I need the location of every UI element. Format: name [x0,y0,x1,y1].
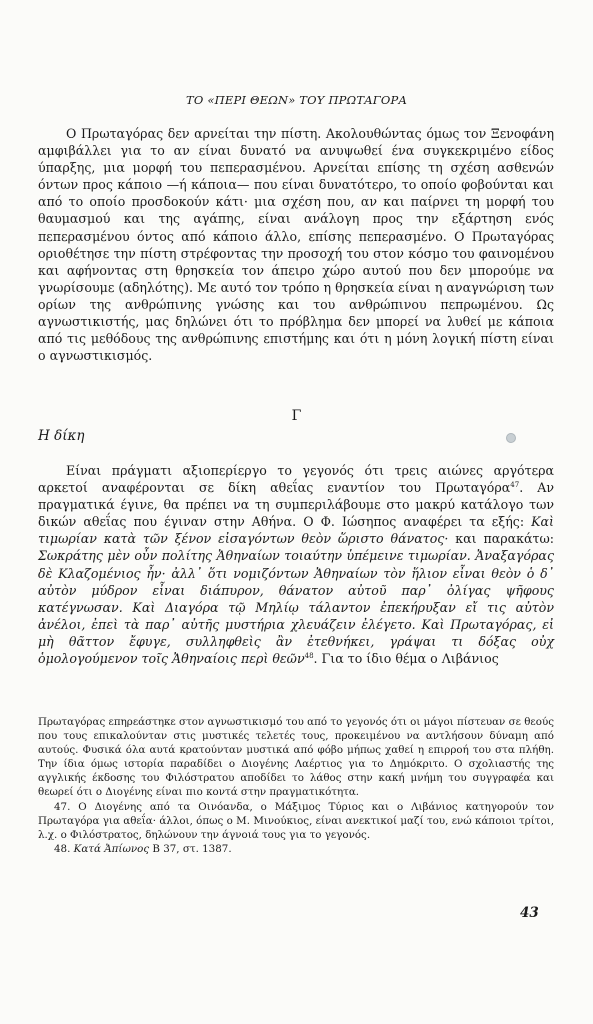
running-header: ΤΟ «ΠΕΡΙ ΘΕΩΝ» ΤΟΥ ΠΡΩΤΑΓΟΡΑ [186,93,407,107]
page-number: 43 [520,905,539,921]
footnote-ref-47[interactable]: 47 [510,480,520,489]
footnotes [38,715,554,856]
footnote-work-title: Κατά Ἀπίωνος [73,842,150,855]
section-letter: Γ [291,408,302,424]
footnote-47: 47. Ο Διογένης από τα Οινόανδα, ο Μάξιμος Τύριος και ο Λιβάνιος κατηγορούν τον Πρωταγόρα για αθεΐα· άλλοι, όπως ο Μ. Μινούκιος, είναι ανεκτικοί μαζί του, ενώ κάποιοι τρίτοι, λ.χ. ο Φιλόστρατος, δηλώνουν την άγνοιά τους για το γεγονός. [38,800,554,841]
footnote-48 [38,842,554,856]
footnote-ref-48[interactable]: 48 [304,651,314,660]
text-span: και παρακάτω: [448,531,554,547]
paragraph-protagoras-faith [38,125,554,364]
quote-josephus-2: Σωκράτης μὲν οὖν πολίτης Ἀθηναίων τοιαύτην ὑπέμεινε τιμωρίαν. Ἀναξαγόρας δὲ Κλαζομένιος ἦν· ἀλλ᾽ ὅτι νομιζόντων Ἀθηναίων τὸν ἥλιον εἶναι θεὸν ὁ δ᾽ αὐτὸν μύδρον εἶναι διάπυρον, θάνατον αὐτοῦ παρ᾽ ὀλίγας ψῆφους κατέγνωσαν. Καὶ Διαγόρα τῷ Μηλίῳ τάλαντον ἐπεκήρυξαν εἴ τις αὐτὸν ἀνέλοι, ἐπεὶ τὰ παρ᾽ αὐτῆς μυστήρια χλευάζειν ἐλέγετο. Καὶ Πρωταγόρας, εἰ μὴ θᾶττον ἔφυγε, συλληφθεὶς ἂν ἐτεθνήκει, γράψαι τι δόξας οὐχ ὁμολογούμενον τοῖς Ἀθηναίοις περὶ θεῶν [38,548,554,667]
quote-josephus-1: Καὶ τιμωρίαν κατὰ τῶν ξένον εἰσαγόντων θεὸν ὥριστο θάνατος· [38,514,554,547]
footnote-continued: Πρωταγόρας επηρεάστηκε στον αγνωστικισμό του από το γεγονός ότι οι μάγοι πίστευαν σε θεούς που τους επικαλούνταν στις μυστικές τελετές τους, προκειμένου να αντλήσουν δύναμη από αυτούς. Φυσικά όλα αυτά κρατούνταν μυστικά από φόβο μήπως χαθεί η επιρροή του στα πλήθη. Την ίδια όμως ιστορία παραδίδει ο Διογένης Λαέρτιος για το Δημόκριτο. Ο σχολιαστής της αγγλικής έκδοσης του Φιλόστρατου αποδίδει το λάθος στην κακή μνήμη του συγγραφέα και θεωρεί ότι ο Διογένης είναι πιο κοντά στην πραγματικότητα. [38,716,554,799]
paragraph-trial [38,462,554,667]
text-span: . Αν πραγματικά έγινε, θα πρέπει να τη συμπεριλάβουμε στο μακρύ κατάλογο των δικών αθεΐας που έγιναν στην Αθήνα. Ο Φ. Ιώσηπος αναφέρει τα εξής: [38,480,554,530]
footnote-reference: Β 37, στ. 1387. [149,842,232,855]
text-span: . Για το ίδιο θέμα ο Λιβάνιος [313,651,499,667]
footnote-number: 48. [54,842,74,855]
text-span: Είναι πράγματι αξιοπερίεργο το γεγονός ότι τρεις αιώνες αργότερα αρκετοί αναφέρονται σε δίκη αθεΐας εναντίον του Πρωταγόρα [38,463,554,496]
paragraph-text: Ο Πρωταγόρας δεν αρνείται την πίστη. Ακολουθώντας όμως τον Ξενοφάνη αμφιβάλλει για το αν είναι δυνατό να ανυψωθεί ένα συγκεκριμένο είδος ύπαρξης, μια μορφή του πεπερασμένου. Αρνείται επίσης τη σχέση ασθενών όντων προς κάποιο —ή κάποια— που είναι δυνατότερο, το οποίο φοβούνται και από το οποίο προσδοκούν κάτι· μια σχέση που, αν και παίρνει τη μορφή του θαυμασμού και της αγάπης, είναι ανάλογη προς την εξάρτηση ενός πεπερασμένου όντος από κάποιο άλλο, επίσης πεπερασμένο. Ο Πρωταγόρας οριοθέτησε την πίστη στρέφοντας την προσοχή του στον κόσμο του φαινομένου και αφήνοντας στη θρησκεία τον άπειρο χώρο αυτού που δεν μπορούμε να γνωρίσουμε (αδηλότης). Με αυτό τον τρόπο η θρησκεία είναι η αναγνώριση των ορίων της ανθρώπινης γνώσης και του ανθρώπινου πεπρωμένου. Ως αγνωστικιστής, μας δηλώνει ότι το πρόβλημα δεν μπορεί να λυθεί με κάποια από τις μεθόδους της ανθρώπινης επιστήμης και ότι η μόνη λογική πίστη είναι ο αγνωστικισμός. [38,126,554,364]
section-title: Η δίκη [38,428,85,444]
scan-mark [506,433,516,443]
paragraph-text [38,462,554,667]
